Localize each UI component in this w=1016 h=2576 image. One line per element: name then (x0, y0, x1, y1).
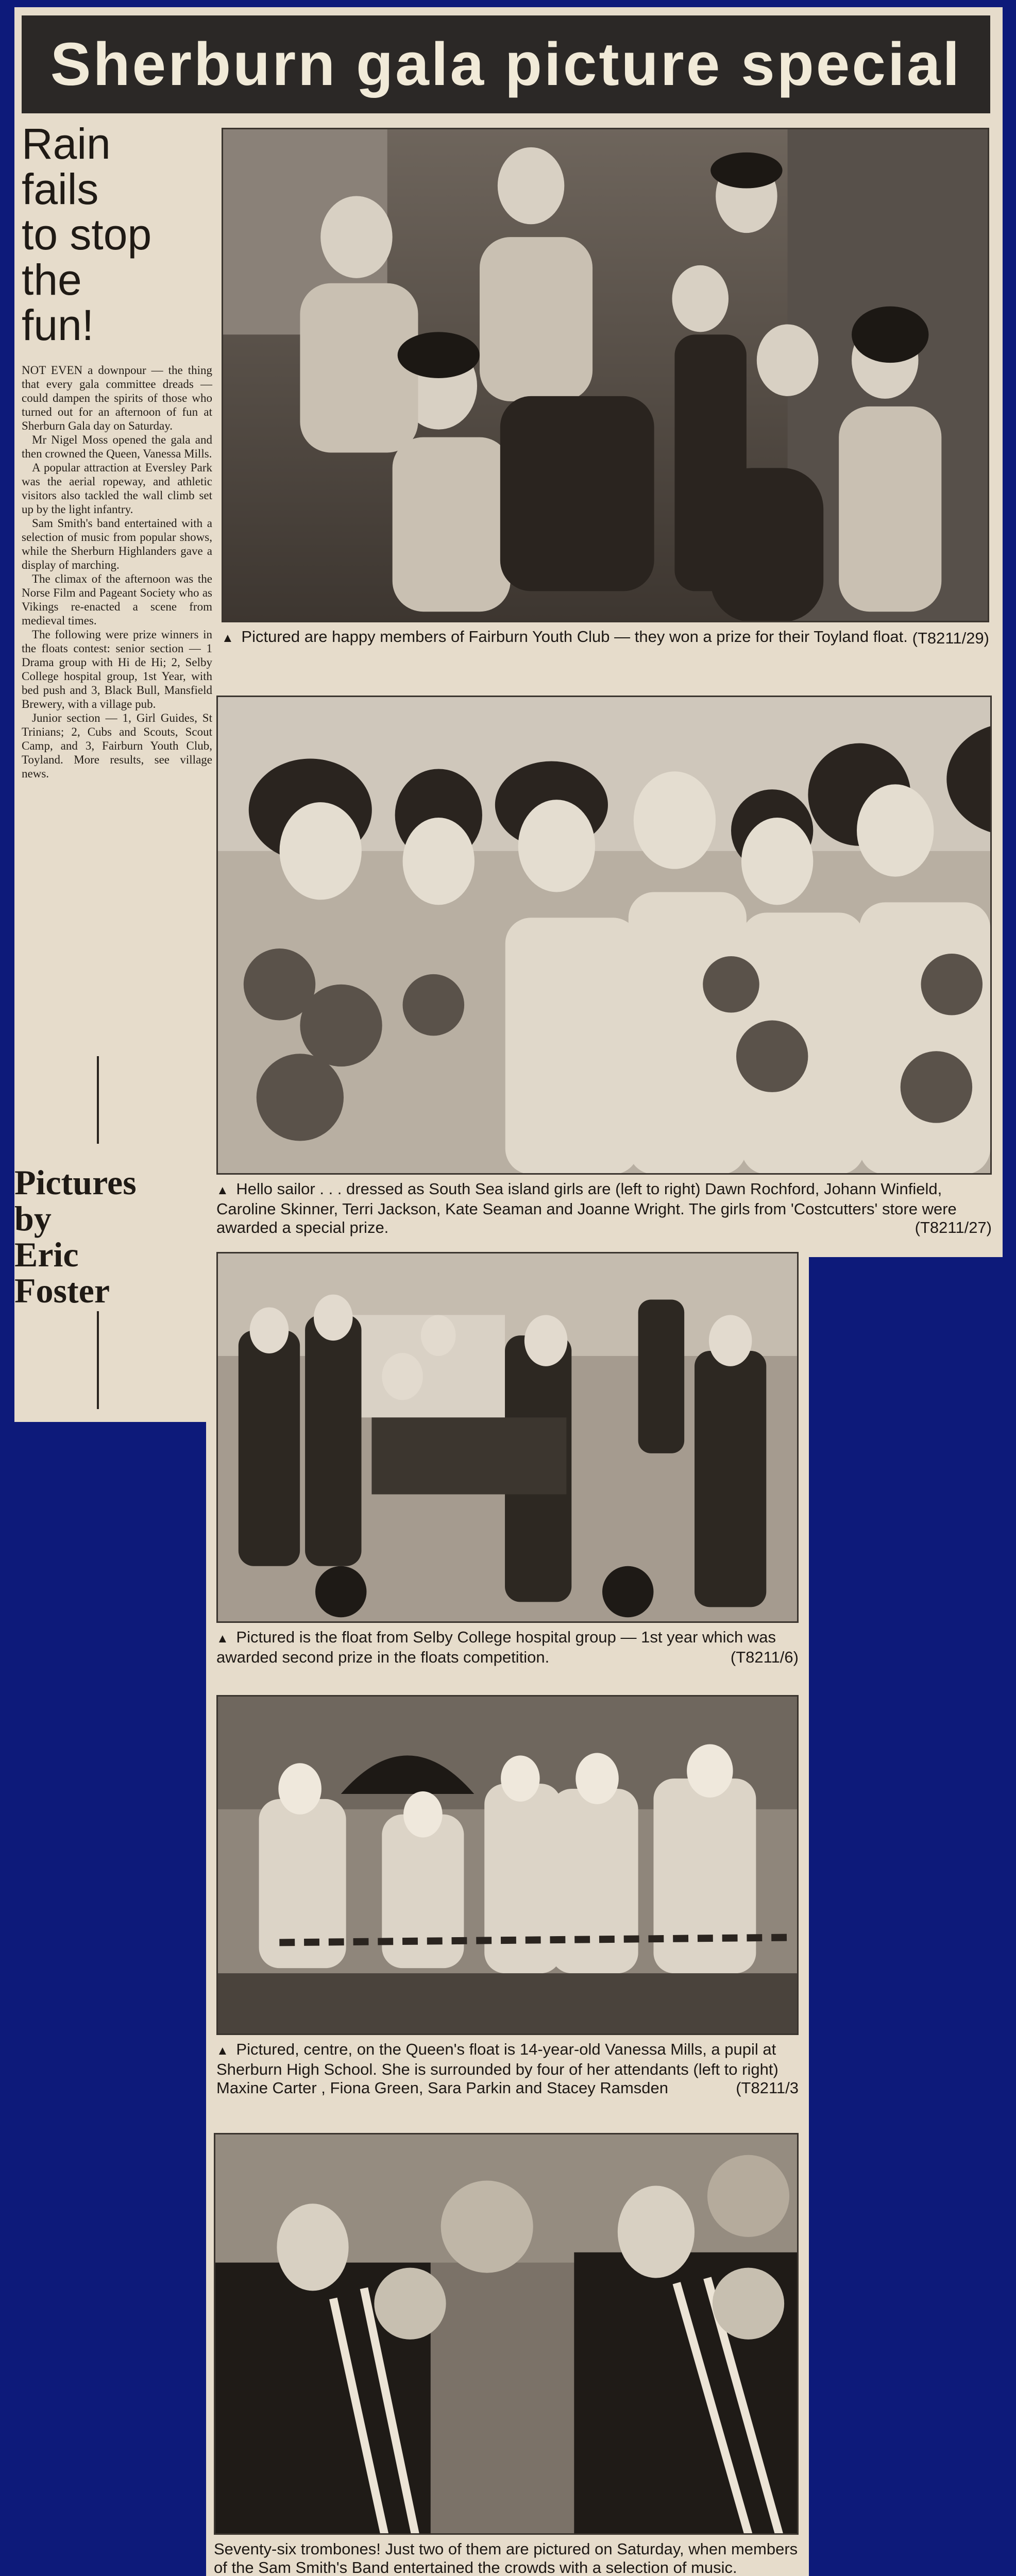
headline: Sherburn gala picture special (50, 30, 962, 98)
photo-icon (215, 2134, 797, 2534)
article-paragraph: Junior section — 1, Girl Guides, St Trinians; 2, Cubs and Scouts, Scout Camp, and 3, Fairburn Youth Club, Toyland. More results, see village news. (22, 711, 212, 780)
caption-arrow-icon: ▲ (216, 1183, 229, 1197)
article-paragraph: Sam Smith's band entertained with a selection of music from popular shows, while the Sherburn Highlanders gave a display of marching. (22, 517, 212, 571)
article-paragraph: The following were prize winners in the floats contest: senior section — 1 Drama group with Hi de Hi; 2, Selby College hospital group, 1st Year, with bed push and 3, Black Bull, Mansfield Brewery, with a village pub. (22, 628, 212, 710)
caption-text: Pictured are happy members of Fairburn Youth Club — they won a prize for their Toyland float. (241, 628, 908, 646)
caption-arrow-icon: ▲ (216, 2044, 229, 2058)
photo-queens-float (216, 1695, 799, 2035)
kicker-line: Rain (22, 120, 111, 168)
photo-reference: (T8211/27) (915, 1218, 992, 1236)
kicker-line: to stop (22, 210, 152, 259)
byline-line: Eric (14, 1235, 79, 1274)
photo-fairburn-youth-club (222, 128, 989, 622)
photo-south-sea-island-girls (216, 696, 992, 1175)
photo-caption (222, 628, 989, 648)
byline-line: Foster (14, 1271, 110, 1310)
photo-caption (216, 2040, 799, 2097)
photo-trombones (214, 2133, 799, 2535)
article-kicker (22, 121, 207, 348)
article-paragraph: NOT EVEN a downpour — the thing that every gala committee dreads — could dampen the spirits of those who turned out for an afternoon of fun at Sherburn Gala day on Saturday. (22, 364, 212, 432)
kicker-line: fun! (22, 301, 94, 349)
article-paragraph: Mr Nigel Moss opened the gala and then crowned the Queen, Vanessa Mills. (22, 433, 212, 460)
kicker-line: fails (22, 165, 99, 213)
photo-reference: (T8211/6) (730, 1648, 799, 1666)
caption-text: Hello sailor . . . dressed as South Sea island girls are (left to right) Dawn Rochford, Johann Winfield, Caroline Skinner, Terri Jackson, Kate Seaman and Joanne Wright. The girls from 'Costcutters' store were awarded a special prize. (216, 1180, 957, 1236)
article-paragraph: The climax of the afternoon was the Norse Film and Pageant Society who as Vikings re-enacted a scene from medieval times. (22, 572, 212, 627)
photo-reference: (T8211/3 (736, 2079, 799, 2097)
photo-icon (223, 129, 988, 622)
caption-arrow-icon: ▲ (222, 631, 234, 645)
article-body (22, 363, 212, 781)
column-rule (97, 1311, 99, 1409)
photo-icon (218, 1697, 797, 2035)
caption-text: Pictured is the float from Selby College hospital group — 1st year which was awarded second prize in the floats competition. (216, 1628, 776, 1666)
photo-icon (218, 697, 990, 1174)
photo-selby-college-float (216, 1252, 799, 1623)
kicker-line: the (22, 256, 82, 304)
photo-caption (214, 2540, 799, 2576)
caption-arrow-icon: ▲ (216, 1632, 229, 1646)
caption-text: Seventy-six trombones! Just two of them are pictured on Saturday, when members of the Sam Smith's Band entertained the crowds with a selection of music. (214, 2540, 798, 2576)
caption-text: Pictured, centre, on the Queen's float is 14-year-old Vanessa Mills, a pupil at Sherburn High School. She is surrounded by four of her attendants (left to right) Maxine Carter , Fiona Green, Sara Parkin and Stacey Ramsden (216, 2040, 778, 2097)
photo-caption (216, 1628, 799, 1667)
byline-line: Pictures (14, 1163, 137, 1202)
photo-reference: (T8211/29) (912, 629, 989, 647)
column-rule (97, 1056, 99, 1144)
article-paragraph: A popular attraction at Eversley Park was the aerial ropeway, and athletic visitors also tackled the wall climb set up by the light infantry. (22, 461, 212, 516)
byline-line: by (14, 1199, 52, 1238)
photo-caption (216, 1180, 992, 1237)
photo-byline (14, 1164, 200, 1309)
headline-bar (22, 15, 990, 113)
photo-icon (218, 1253, 797, 1622)
